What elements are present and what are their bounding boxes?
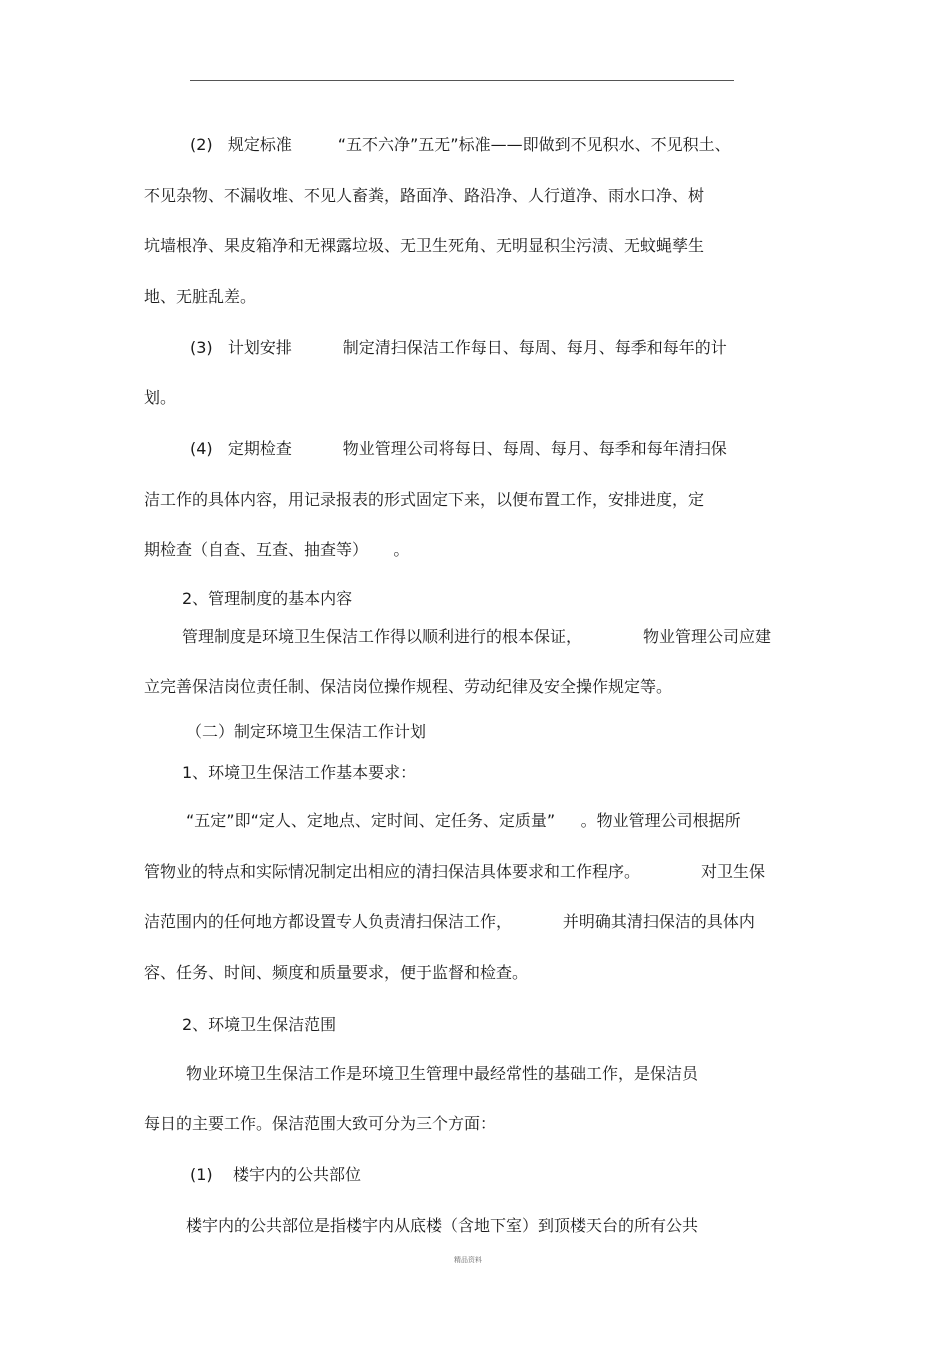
text-line: 管理制度是环境卫生保洁工作得以顺利进行的根本保证， 物业管理公司应建 <box>182 627 772 646</box>
text-line: (3) 计划安排 制定清扫保洁工作每日、每周、每月、每季和每年的计 <box>190 338 727 357</box>
text-line: 洁范围内的任何地方都设置专人负责清扫保洁工作， 并明确其清扫保洁的具体内 <box>144 912 755 931</box>
text-line: 每日的主要工作。保洁范围大致可分为三个方面： <box>144 1114 497 1133</box>
text-line: 洁工作的具体内容，用记录报表的形式固定下来，以便布置工作，安排进度，定 <box>144 490 705 509</box>
text-line: 地、无脏乱差。 <box>144 287 257 306</box>
header-rule <box>190 80 734 81</box>
text-line: (4) 定期检查 物业管理公司将每日、每周、每月、每季和每年清扫保 <box>190 439 727 458</box>
text-line: (2) 规定标准 “五不六净”五无”标准——即做到不见积水、不见积土、 <box>190 135 731 154</box>
text-line: 楼宇内的公共部位是指楼宇内从底楼（含地下室）到顶楼天台的所有公共 <box>186 1216 699 1235</box>
subsection-heading: (1) 楼宇内的公共部位 <box>190 1165 362 1184</box>
section-heading: （二）制定环境卫生保洁工作计划 <box>186 722 427 741</box>
section-heading: 2、环境卫生保洁范围 <box>182 1015 337 1034</box>
text-line: 期检查（自查、互查、抽查等） 。 <box>144 540 410 559</box>
text-line: 物业环境卫生保洁工作是环境卫生管理中最经常性的基础工作，是保洁员 <box>186 1064 699 1083</box>
text-line: “五定”即“定人、定地点、定时间、定任务、定质量” 。物业管理公司根据所 <box>186 811 741 830</box>
text-line: 不见杂物、不漏收堆、不见人畜粪，路面净、路沿净、人行道净、雨水口净、树 <box>144 186 705 205</box>
text-line: 坑墙根净、果皮箱净和无裸露垃圾、无卫生死角、无明显积尘污渍、无蚊蝇孳生 <box>144 236 705 255</box>
section-heading: 1、环境卫生保洁工作基本要求： <box>182 763 417 782</box>
section-heading: 2、管理制度的基本内容 <box>182 589 353 608</box>
page-footer: 精品资料 <box>454 1256 482 1264</box>
text-line: 管物业的特点和实际情况制定出相应的清扫保洁具体要求和工作程序。 对卫生保 <box>144 862 766 881</box>
text-line: 立完善保洁岗位责任制、保洁岗位操作规程、劳动纪律及安全操作规定等。 <box>144 677 673 696</box>
text-line: 容、任务、时间、频度和质量要求，便于监督和检查。 <box>144 963 529 982</box>
text-line: 划。 <box>144 388 177 407</box>
